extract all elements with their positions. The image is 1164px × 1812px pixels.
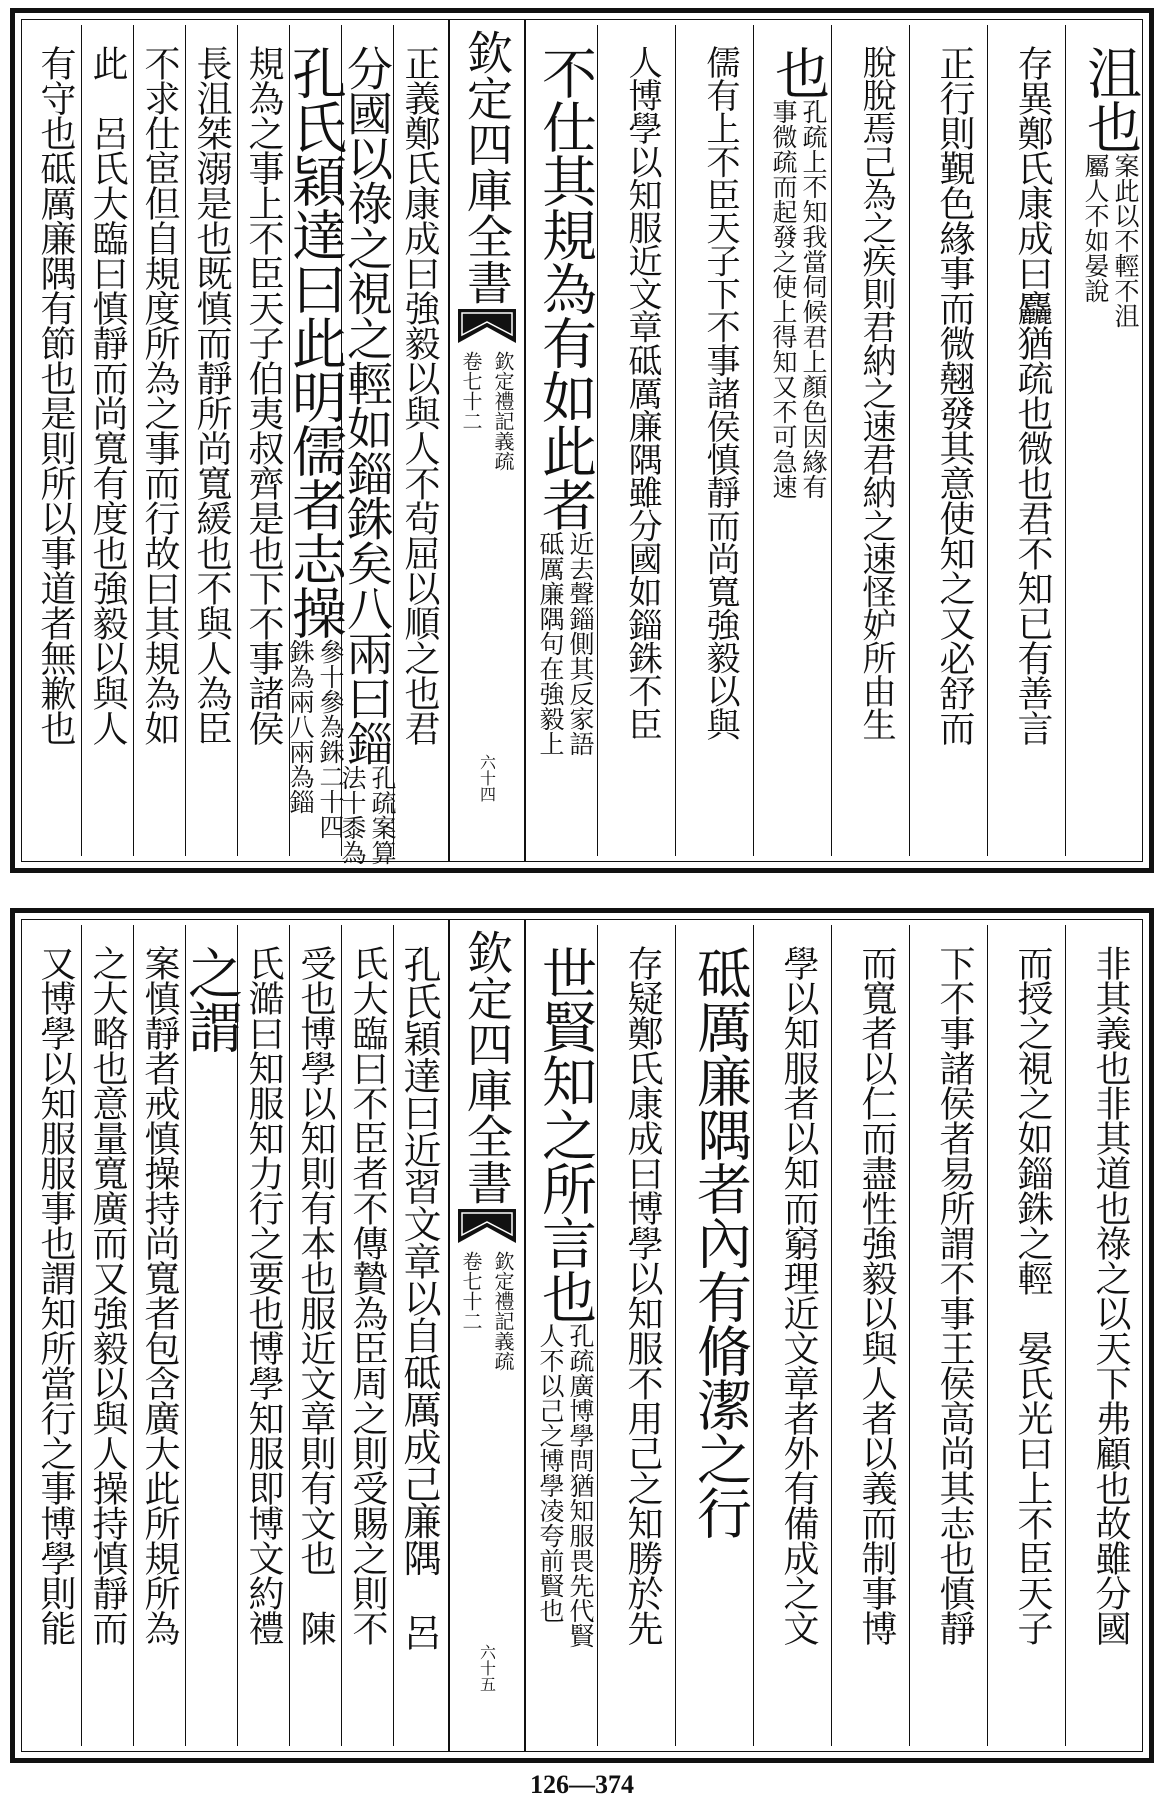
bottom-page (10, 908, 1154, 1763)
main-text: 又博學以知服服事也謂知所當行之事博學則能 (35, 945, 76, 1645)
book-title: 欽定四庫全書 (460, 29, 514, 305)
folio-number: 六十四 (477, 754, 497, 802)
main-text: 正義鄭氏康成曰強毅以與人不茍屈以順之也君 (399, 45, 440, 745)
main-text: 學以知服者以知而窮理近文章者外有備成之文 (778, 945, 819, 1645)
annotation (536, 1323, 595, 1648)
main-text: 非其義也非其道也祿之以天下弗顧也故雖分國 (1090, 945, 1131, 1645)
text-column (763, 945, 833, 1645)
main-text: 而寬者以仁而盡性強毅以與人者以義而制事博 (856, 945, 897, 1645)
text-column (763, 45, 833, 499)
main-text: 規為之事上不臣天子伯夷叔齊是也下不事諸侯 (243, 45, 284, 745)
main-text: 孔氏穎達曰此明儒者志操 (283, 45, 347, 639)
annotation (536, 531, 595, 756)
main-text: 下不事諸侯者易所謂不事王侯高尚其志也慎靜 (934, 945, 975, 1645)
main-text: 孔氏穎達曰近習文章以自砥厲成己廉隅 呂 (397, 945, 442, 1650)
annotation-line: 法十黍為 (338, 765, 367, 865)
main-text: 此 呂氏大臨曰慎靜而尚寬有度也強毅以與人 (87, 45, 128, 745)
main-text: 人博學以知服近文章砥厲廉隅雖分國如錙銖不臣 (622, 45, 663, 740)
main-text: 長沮桀溺是也既慎而靜所尚寬緩也不與人為臣 (191, 45, 232, 745)
annotation-line: 人不以己之博學凌夸前賢也 (536, 1323, 565, 1623)
text-column (607, 945, 677, 1645)
annotation-line: 事微疏而起發之使上得知又不可急速 (769, 99, 798, 499)
main-text: 世賢知之所言也 (533, 945, 597, 1323)
annotation-line: 銖為兩八兩為錙 (286, 639, 315, 814)
text-column (919, 45, 989, 745)
main-text: 儒有上不臣天子下不事諸侯慎靜而尚寬強毅以與 (700, 45, 741, 740)
main-text: 氏澔曰知服知力行之要也博學知服即博文約禮 (243, 945, 284, 1645)
annotation (1081, 153, 1140, 328)
main-text: 砥厲廉隅者內有脩潔之行 (688, 945, 752, 1539)
text-column (530, 45, 600, 756)
main-text: 之謂 (179, 945, 243, 1053)
page-footer-number: 126—374 (530, 1770, 634, 1799)
main-text: 有守也砥厲廉隅有節也是則所以事道者無歉也 (35, 45, 76, 745)
text-column (530, 945, 600, 1648)
center-fold (448, 919, 526, 1752)
main-text: 之大略也意量寬廣而又強毅以與人操持慎靜而 (87, 945, 128, 1645)
main-text: 案慎靜者戒慎操持尚寬者包含廣大此所規所為 (139, 945, 180, 1645)
text-column (20, 945, 90, 1645)
center-fold (448, 19, 526, 862)
text-column (20, 45, 90, 745)
text-column (997, 45, 1067, 745)
annotation-line: 砥厲廉隅句在強毅上 (536, 531, 565, 756)
annotation-line: 孔疏案算 (368, 765, 397, 865)
text-column (919, 945, 989, 1645)
main-text: 存疑鄭氏康成曰博學以知服不用己之知勝於先 (622, 945, 663, 1645)
volume-title: 欽定禮記義疏 (491, 351, 515, 471)
annotation-line: 屬人不如晏說 (1081, 153, 1110, 303)
annotation-line: 孔疏上不知我當伺候君上顏色因緣有 (799, 99, 828, 499)
text-column (997, 945, 1067, 1645)
annotation-line: 近去聲錙側其反家語 (566, 531, 595, 756)
book-title: 欽定四庫全書 (460, 929, 514, 1205)
main-text: 脫脫焉己為之疾則君納之速君納之速怪妒所由生 (856, 45, 897, 740)
annotation-line: 案此以不輕不沮 (1111, 153, 1140, 328)
main-text: 氏大臨曰不臣者不傳贄為臣周之則受賜之則不 (347, 945, 388, 1645)
annotation (769, 99, 828, 499)
main-text: 不求仕宦但自規度所為之事而行故曰其規為如 (139, 45, 180, 745)
volume-number: 卷七十二 (459, 351, 483, 431)
main-text: 受也博學以知則有本也服近文章則有文也 陳 (295, 945, 336, 1645)
main-text: 分國以祿之視之輕如錙銖矣八兩曰錙 (340, 45, 394, 765)
fishtail-mark-icon (458, 309, 516, 343)
extra-columns-top (14, 40, 15, 41)
text-column (685, 45, 755, 740)
main-text: 不仕其規為有如此者 (533, 45, 597, 531)
folio-number: 六十五 (477, 1644, 497, 1692)
text-column (1075, 45, 1145, 328)
fishtail-mark-icon (458, 1209, 516, 1243)
main-text: 正行則覲色緣事而微翹發其意使知之又必舒而 (934, 45, 975, 745)
text-column (841, 945, 911, 1645)
text-column (685, 945, 755, 1539)
main-text: 而授之視之如錙銖之輕 晏氏光曰上不臣天子 (1012, 945, 1053, 1645)
text-column (1075, 945, 1145, 1645)
top-page (10, 8, 1154, 873)
volume-title: 欽定禮記義疏 (491, 1251, 515, 1371)
main-text: 也 (766, 45, 830, 99)
main-text: 存異鄭氏康成曰麤猶疏也微也君不知已有善言 (1012, 45, 1053, 745)
text-column (607, 45, 677, 740)
volume-number: 卷七十二 (459, 1251, 483, 1331)
annotation-line: 孔疏廣博學問猶知服畏先代賢 (566, 1323, 595, 1648)
annotation-line: 參十參為銖二十四 (316, 639, 345, 839)
text-column (841, 45, 911, 740)
main-text: 沮也 (1078, 45, 1142, 153)
